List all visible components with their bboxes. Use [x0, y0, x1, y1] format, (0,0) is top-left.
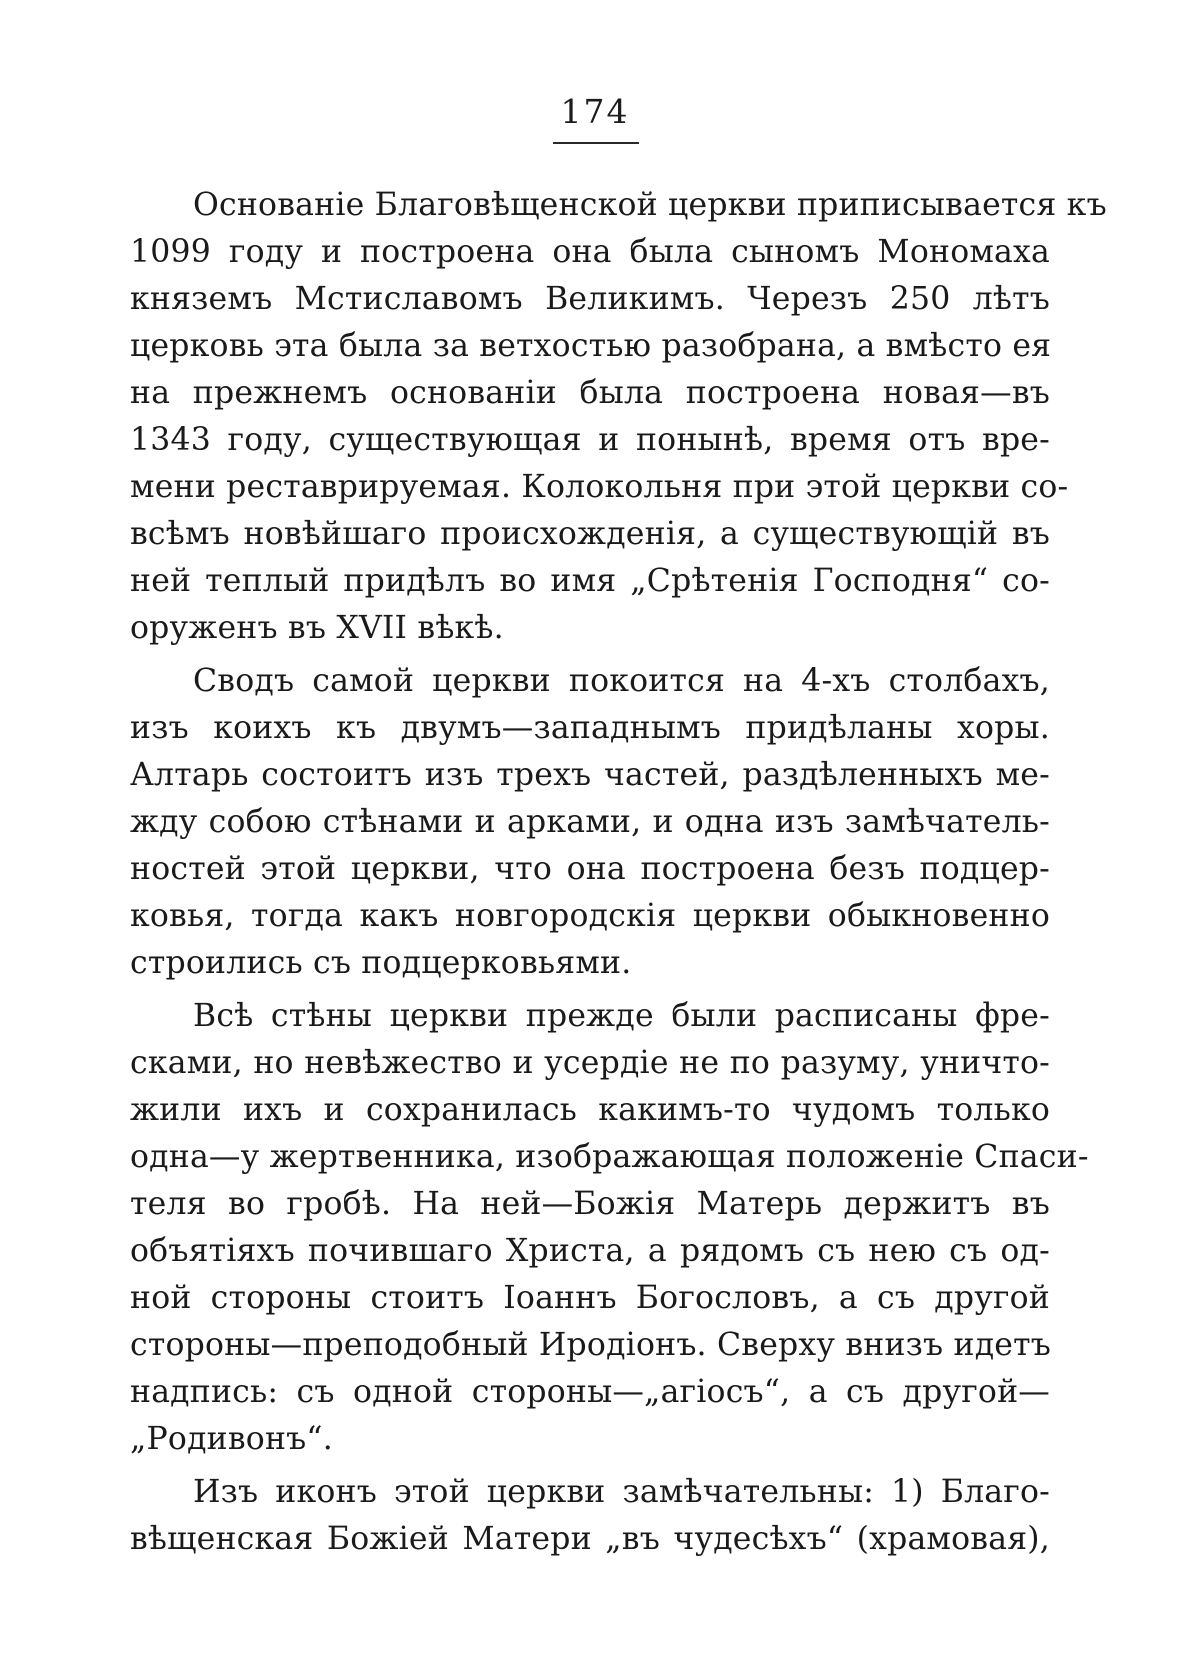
text-line: 1099 году и построена она была сыномъ Мономаха: [130, 234, 1050, 270]
text-line: Алтарь состоитъ изъ трехъ частей, раздѣленныхъ ме-: [130, 757, 1050, 793]
text-line: Основаніе Благовѣщенской церкви приписывается къ: [193, 187, 1107, 223]
text-line: изъ коихъ къ двумъ—западнымъ придѣланы хоры.: [130, 710, 1050, 746]
text-line: жду собою стѣнами и арками, и одна изъ замѣчатель-: [130, 804, 1050, 840]
text-line: теля во гробѣ. На ней—Божія Матерь держитъ въ: [130, 1186, 1050, 1222]
body-text: [130, 182, 1107, 1563]
text-line: ней теплый придѣлъ во имя „Срѣтенія Господня“ со-: [130, 563, 1050, 599]
text-line: ной стороны стоитъ Іоаннъ Богословъ, а съ другой: [130, 1280, 1050, 1316]
text-line: ковья, тогда какъ новгородскія церкви обыкновенно: [130, 898, 1050, 934]
text-line: одна—у жертвенника, изображающая положеніе Спаси-: [130, 1139, 1089, 1175]
text-line: церковь эта была за ветхостью разобрана, а вмѣсто ея: [130, 328, 1052, 364]
page-number: 174: [560, 92, 630, 131]
text-line: надпись: съ одной стороны—„агіосъ“, а съ другой—: [130, 1374, 1050, 1410]
text-line: вѣщенская Божіей Матери „въ чудесѣхъ“ (храмовая),: [130, 1521, 1050, 1557]
paragraph-4: [130, 1469, 1050, 1563]
text-line: на прежнемъ основаніи была построена новая—въ: [130, 375, 1050, 411]
text-line: мени реставрируемая. Колокольня при этой церкви со-: [130, 469, 1069, 505]
text-line: Всѣ стѣны церкви прежде были расписаны фре-: [193, 998, 1050, 1034]
paragraph-3: [130, 993, 1089, 1463]
text-line: Изъ иконъ этой церкви замѣчательны: 1) Благо-: [193, 1474, 1050, 1510]
text-line: 1343 году, существующая и понынѣ, время отъ вре-: [130, 422, 1050, 458]
text-line: жили ихъ и сохранилась какимъ-то чудомъ только: [130, 1092, 1050, 1128]
paragraph-2: [130, 658, 1050, 987]
text-line: стороны—преподобный Иродіонъ. Сверху внизъ идетъ: [130, 1327, 1051, 1363]
text-line: строились съ подцерковьями.: [130, 945, 632, 981]
page-number-underline: [553, 142, 639, 144]
text-line: объятіяхъ почившаго Христа, а рядомъ съ нею съ од-: [130, 1233, 1050, 1269]
text-line: княземъ Мстиславомъ Великимъ. Черезъ 250 лѣтъ: [130, 281, 1050, 317]
text-line: оруженъ въ XVII вѣкѣ.: [130, 610, 504, 646]
text-line: „Родивонъ“.: [130, 1421, 333, 1457]
paragraph-1: [130, 182, 1107, 652]
text-line: Сводъ самой церкви покоится на 4-хъ столбахъ,: [193, 663, 1050, 699]
text-line: сками, но невѣжество и усердіе не по разуму, уничто-: [130, 1045, 1050, 1081]
text-line: ностей этой церкви, что она построена безъ подцер-: [130, 851, 1050, 887]
text-line: всѣмъ новѣйшаго происхожденія, а существующій въ: [130, 516, 1050, 552]
